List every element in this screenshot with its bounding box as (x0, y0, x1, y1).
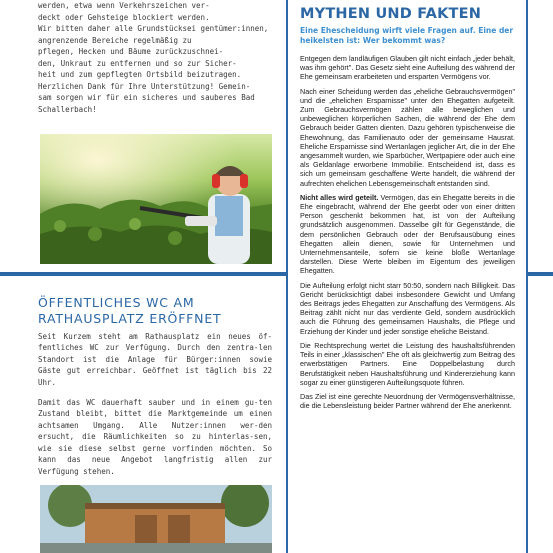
box-paragraph: Das Ziel ist eine gerechte Neuordnung der Vermögensverhältnisse, die die Lebensleistung beider Partner während der Ehe anerkennt. (300, 391, 515, 411)
box-paragraph: Entgegen dem landläufigen Glauben gilt nicht einfach „jeder behält, was ihm gehört". Das Gesetz sieht eine Aufteilung des während der Ehe gemeinsam erarbeiteten und ersparten Vermögens vor. (300, 54, 515, 82)
box-title: MYTHEN UND FAKTEN (300, 6, 482, 22)
box-paragraph: Nach einer Scheidung werden das „eheliche Gebrauchsvermögen" und die „ehelichen Ersparnisse" unter den Ehegatten aufgeteilt. Zum Gebrauchsvermögen zählen alle beweglichen und unbeweglichen körperlichen Sachen, die während der Ehe dem Gebrauch beider Gatten dienten. Dazu gehören typischerweise die Ehewohnung, das Familienauto oder der gemeinsame Hausrat. Eheliche Ersparnisse sind Wertanlagen jeglicher Art, die in der Ehe angesammelt wurden, wie Sparbücher, Wertpapiere oder auch eine als Geldanlage erworbene Immobilie. Entscheidend ist, dass es sich um gemeinsam geschaffene Werte handelt, die während der aufrechten ehelichen Lebensgemeinschaft entstanden sind. (300, 86, 515, 188)
text-line: sam sorgen wir für ein sicheres und sauberes Bad (38, 93, 255, 102)
myths-and-facts-box (286, 0, 528, 553)
wc-article-paragraph: Seit Kurzem steht am Rathausplatz ein neues öf-fentliches WC zur Verfügung. Durch den zentra-len Standort ist die Anlage für Bürger:innen sowie Gäste gut erreichbar. Geöffnet ist täglich bis 22 Uhr. (38, 331, 272, 387)
box-paragraph-rest: Vermögen, das ein Ehegatte bereits in die Ehe eingebracht, während der Ehe geerbt oder von einer dritten Person geschenkt bekommen hat, ist von der Aufteilung grundsätzlich ausgenommen. Dasselbe gilt für Gegenstände, die dem persönlichen Gebrauch oder der Berufsausübung eines Ehegatten allein dienen, sowie für Unternehmen und Unternehmensanteile, sofern sie keine bloße Wertanlage darstellen. Diese Werte bleiben im Eigentum des jeweiligen Ehegatten. (300, 192, 516, 276)
text-line: Schallerbach! (38, 104, 97, 114)
box-body (300, 54, 515, 410)
wc-article-heading: ÖFFENTLICHES WC AM RATHAUSPLATZ ERÖFFNET (38, 295, 222, 327)
box-paragraph-lead: Nicht alles wird geteilt. (300, 192, 379, 202)
hedge-trimming-photo (40, 134, 272, 264)
public-toilet-illustration (40, 485, 272, 553)
box-paragraph (300, 193, 515, 276)
text-line: Herzlichen Dank für Ihre Unterstützung! Gemein- (38, 81, 251, 91)
text-line: deckt oder Gehsteige blockiert werden. (38, 12, 210, 22)
text-line: Wir bitten daher alle Grundstücksei gentümer:innen, (38, 24, 269, 33)
box-paragraph: Die Rechtsprechung wertet die Leistung des haushaltsführenden Teils in einer „klassischen" Ehe oft als gleichwertig zum Beitrag des erwerbstätigen Partners. Eine Doppelbelastung durch Berufstätigkeit neben Haushaltsführung und Kindererziehung kann sogar zu einer günstigeren Aufteilungsquote führen. (300, 340, 515, 387)
text-line: werden, etwa wenn Verkehrszeichen ver- (38, 1, 210, 10)
text-line: angrenzende Bereiche regelmäßig zu (38, 35, 192, 45)
text-line: heit und zum gepflegten Ortsbild beizutragen. (38, 70, 242, 79)
wc-article-paragraph: Damit das WC dauerhaft sauber und in einem gu-ten Zustand bleibt, bittet die Marktgemeinde um einen achtsamen Umgang. Alle Nutzer:innen wer-den ersucht, die Räumlichkeiten so zu hinterlas-sen, wie sie diese selbst gerne vorfinden möchten. So kann das neue Angebot langfristig allen zur Verfügung stehen. (38, 397, 272, 476)
box-paragraph: Die Aufteilung erfolgt nicht starr 50:50, sondern nach Billigkeit. Das Gericht berücksichtigt dabei insbesondere Gewicht und Umfang des Beitrags jedes Ehegatten zur Anschaffung des Vermögens. Als Beitrag zählt nicht nur das verdiente Geld, sondern ausdrücklich auch die Führung des gemeinsamen Haushalts, die Pflege und Erziehung der Kinder und jeder sonstige eheliche Beistand. (300, 280, 515, 336)
text-line: pflegen, Hecken und Bäume zurückzuschnei- (38, 47, 224, 56)
text-line: den, Unkraut zu entfernen und so zur Sicher- (38, 58, 237, 68)
hedge-trimming-illustration (40, 134, 272, 264)
box-subtitle: Eine Ehescheidung wirft viele Fragen auf. Eine der heikelsten ist: Wer bekommt was? (300, 26, 514, 45)
hedge-article-text (38, 0, 272, 115)
public-toilet-photo (40, 485, 272, 553)
